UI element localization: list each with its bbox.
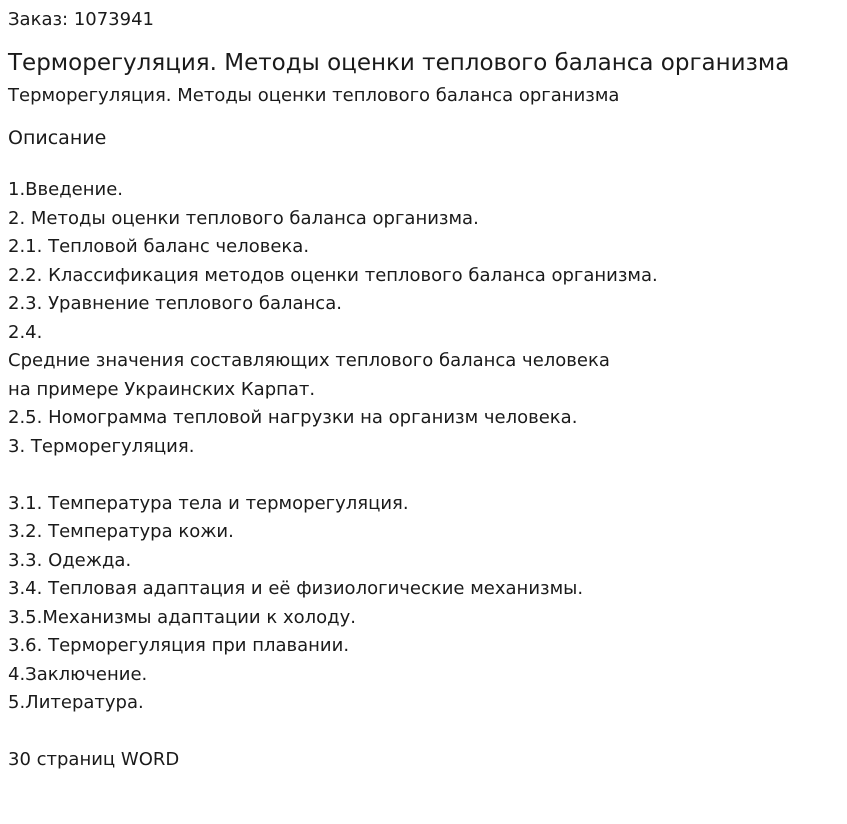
toc-item: 4.Заключение. (8, 663, 148, 685)
toc-item: 3.4. Тепловая адаптация и её физиологические механизмы. (8, 578, 584, 599)
toc-item: 5.Литература. (8, 692, 144, 713)
toc-item: 2.5. Номограмма тепловой нагрузки на организм человека. (8, 407, 578, 428)
toc-item: 3.1. Температура тела и терморегуляция. (8, 492, 409, 514)
toc-item: 2.2. Классификация методов оценки теплового баланса организма. (8, 264, 658, 286)
description-heading: Описание (8, 127, 107, 149)
page-subtitle: Терморегуляция. Методы оценки теплового баланса организма (8, 85, 620, 106)
toc-item: 2.1. Тепловой баланс человека. (8, 236, 310, 257)
toc-item: 2. Методы оценки теплового баланса организма. (8, 207, 479, 229)
toc-item: 2.4. (8, 321, 43, 343)
toc-item: Средние значения составляющих теплового баланса человека (8, 350, 610, 371)
toc-item: 3.2. Температура кожи. (8, 521, 234, 542)
page-count-note: 30 страниц WORD (8, 749, 180, 770)
page-title: Терморегуляция. Методы оценки теплового баланса организма (8, 50, 790, 76)
order-number: Заказ: 1073941 (8, 9, 154, 30)
toc-item: 3.3. Одежда. (8, 549, 132, 571)
table-of-contents (8, 176, 839, 718)
toc-item: 1.Введение. (8, 179, 123, 200)
toc-item: 3.5.Механизмы адаптации к холоду. (8, 606, 356, 628)
toc-item: 3. Терморегуляция. (8, 435, 195, 457)
toc-item: на примере Украинских Карпат. (8, 378, 316, 400)
toc-item: 3.6. Терморегуляция при плавании. (8, 635, 350, 656)
toc-spacer (8, 461, 839, 490)
toc-item: 2.3. Уравнение теплового баланса. (8, 293, 342, 314)
